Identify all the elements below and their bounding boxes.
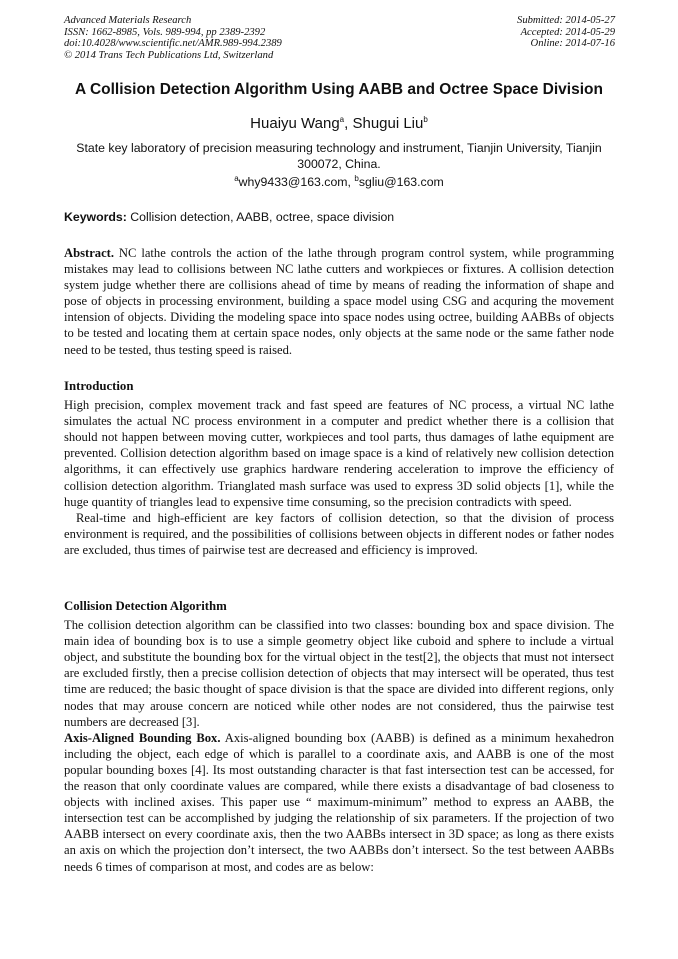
paragraph: [64, 730, 614, 875]
doi: doi:10.4028/www.scientific.net/AMR.989-994.2389: [64, 38, 282, 50]
section-heading: Collision Detection Algorithm: [64, 599, 227, 613]
aabb-text: Axis-aligned bounding box (AABB) is defined as a minimum hexahedron including the object, each edge of which is parallel to a coordinate axis, and AABB is one of the most popular bounding boxes [4]. Its most outstanding character is that fast intersection test can be accessed, for the reason that only coordinate values are compared, while there exists a disadvantage of bad closeness to objects with inclined axises. This paper use “ maximum-minimum” method to express an AABB, the intersection test can be accomplished by judging the relationship of six parameters. If the projection of two AABB intersect on every coordinate axis, then the two AABBs intersect in 3D space; as long as there exists an axis on which the projection don’t intersect, the two AABBs don’t intersect. So the test between AABBs needs 6 times of comparison at most, and codes are as below:: [64, 730, 615, 874]
keywords-label: Keywords:: [64, 210, 127, 224]
aabb-label: Axis-Aligned Bounding Box.: [64, 730, 221, 745]
paragraph: The collision detection algorithm can be classified into two classes: bounding box and space division. The main idea of bounding box is to use a simple geometry object like cuboid and sphere to include a virtual object, and substitute the bounding box for the virtual object in the test[2], the objects that must not intersect are excluded firstly, then a precise collision detection of objects that may intersect will be operated, thus test time are reduced; the basic thought of space division is that the space are divided into different regions, only nodes that may arouse concern are noticed while other nodes are not considered, thus the pairwise test numbers are decreased [3].: [64, 618, 614, 729]
author-1-sup: a: [339, 115, 345, 124]
author-2-sup: b: [423, 115, 428, 124]
keywords: [64, 210, 394, 224]
keywords-text: Collision detection, AABB, octree, space division: [126, 210, 395, 224]
affiliation: State key laboratory of precision measuring technology and instrument, Tianjin University, Tianjin 300072, China.: [76, 141, 602, 171]
email-b: sgliu@163.com: [358, 175, 444, 190]
paragraph: Real-time and high-efficient are key factors of collision detection, so that the division of process environment is required, and the possibilities of collisions between objects in different nodes or father nodes are excluded, thus times of pairwise test are decreased and efficiency is improved.: [64, 510, 614, 557]
paper-title: A Collision Detection Algorithm Using AABB and Octree Space Division: [75, 81, 603, 98]
abstract-text: NC lathe controls the action of the lathe through program control system, while programming mistakes may lead to collisions between NC lathe cutters and workpieces or fixtures. A collision detection system judge whether there are collisions ahead of time by means of reading the information of shape and pose of objects in processing environment, building a space model using CSG and acquring the movement intension of objects. Dividing the modeling space into space nodes using octree, building AABBs of objects to be tested and locating them at certain space nodes, only objects at the same node or the same father node need to be tested, thus testing speed is raised.: [64, 246, 614, 357]
email-a: why9433@163.com,: [238, 175, 355, 190]
email-a-sup: a: [234, 174, 239, 183]
issn: ISSN: 1662-8985, Vols. 989-994, pp 2389-2392: [64, 26, 266, 38]
abstract-label: Abstract.: [64, 246, 115, 260]
authors: [0, 115, 678, 132]
section-heading: Introduction: [64, 379, 134, 393]
accepted-date: Accepted: 2014-05-29: [520, 26, 615, 38]
emails: [0, 174, 678, 189]
online-date: Online: 2014-07-16: [530, 38, 615, 50]
collision-detection-section: [64, 598, 614, 875]
paragraph: High precision, complex movement track and fast speed are features of NC process, a virtual NC lathe simulates the actual NC process environment in a computer and predict whether there is a collision that should not happen between moving cutter, workpieces and tool parts, thus damages of lathe equipment are prevented. Collision detection algorithm based on image space is a kind of relatively new collision detection algorithms, it can effectively use graphics hardware rendering acceleration to improve the efficiency of collision detection algorithm. Trianglated mash surface was used to express 3D solid objects [1], while the huge quantity of triangles lead to expensive time consuming, so the precision contradicts with speed.: [64, 398, 614, 509]
abstract: [64, 245, 614, 358]
copyright: © 2014 Trans Tech Publications Ltd, Switzerland: [64, 49, 274, 61]
author-1: Huaiyu Wang: [250, 115, 340, 132]
journal-name: Advanced Materials Research: [64, 15, 192, 26]
email-b-sup: b: [354, 174, 359, 183]
introduction-section: [64, 378, 614, 558]
author-2: Shugui Liu: [352, 115, 424, 132]
dates-info: [517, 15, 615, 50]
journal-info: [64, 15, 282, 61]
author-sep: ,: [344, 115, 353, 132]
submitted-date: Submitted: 2014-05-27: [517, 15, 615, 26]
